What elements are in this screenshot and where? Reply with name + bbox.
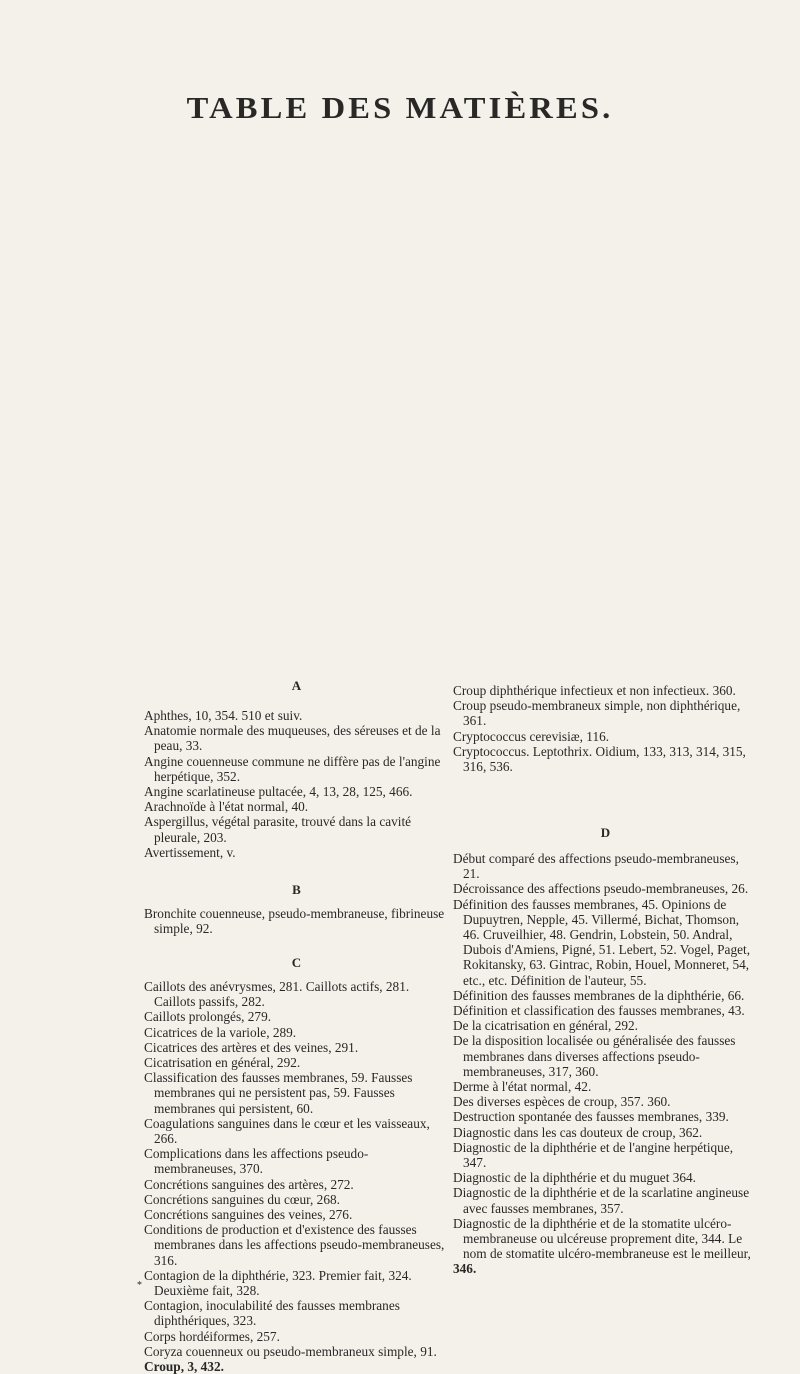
- page-title: TABLE DES MATIÈRES.: [186, 90, 614, 125]
- section-letter-c: C: [291, 955, 302, 970]
- index-entry: Diagnostic dans les cas douteux de croup, 362.: [453, 1124, 703, 1140]
- index-entry: Diagnostic de la diphthérie et de la scarlatine angineuse avec fausses membranes, 357.: [453, 1185, 750, 1216]
- index-entry: Aspergillus, végétal parasite, trouvé dans la cavité pleurale, 203.: [144, 814, 412, 845]
- index-entry: Bronchite couenneuse, pseudo-membraneuse, fibrineuse simple, 92.: [144, 906, 445, 937]
- index-entry: Diagnostic de la diphthérie et du muguet 364.: [453, 1170, 696, 1186]
- index-entry: Cicatrices des artères et des veines, 291.: [144, 1039, 359, 1055]
- index-entry: Aphthes, 10, 354. 510 et suiv.: [144, 708, 303, 723]
- section-letter-a: A: [291, 678, 302, 693]
- index-entry: Angine scarlatineuse pultacée, 4, 13, 28, 125, 466.: [144, 784, 413, 800]
- index-entry: Décroissance des affections pseudo-membraneuses, 26.: [453, 881, 749, 897]
- index-entry: Définition et classification des fausses membranes, 43.: [453, 1003, 745, 1019]
- index-entry: Conditions de production et d'existence des fausses membranes dans les affections pseudo-membraneuses, 316.: [144, 1222, 445, 1268]
- index-entry: Destruction spontanée des fausses membranes, 339.: [453, 1109, 729, 1125]
- index-entry: Angine couenneuse commune ne diffère pas de l'angine herpétique, 352.: [144, 753, 441, 784]
- index-entry: 346.: [453, 1261, 477, 1277]
- index-entry: Concrétions sanguines du cœur, 268.: [144, 1191, 340, 1207]
- index-entry: Définition des fausses membranes, 45. Opinions de Dupuytren, Nepple, 45. Villermé, Bichat, Thomson, 46. Cruveilhier, 48. Gendrin, Lobstein, 50. Andral, Dubois d'Amiens, Pigné, 51. Lebert, 52. Vogel, Paget, Rokitansky, 63. Gintrac, Robin, Houel, Monneret, 54, etc., etc. Définition de l'auteur, 55.: [453, 896, 751, 988]
- index-entry: Concrétions sanguines des artères, 272.: [144, 1176, 354, 1192]
- section-b: [144, 882, 449, 936]
- section-a: [144, 678, 449, 694]
- index-entry: Corps hordéiformes, 257.: [144, 1328, 280, 1344]
- index-entry: Arachnoïde à l'état normal, 40.: [144, 799, 309, 815]
- index-entry: De la disposition localisée ou généralisée des fausses membranes dans diverses affections pseudo-membraneuses, 317, 360.: [453, 1033, 736, 1079]
- section-letter-b: B: [292, 882, 301, 897]
- index-entry: Croup pseudo-membraneux simple, non diphthérique, 361.: [453, 698, 741, 729]
- index-entry: Avertissement, v.: [144, 844, 236, 860]
- index-entry: Cryptococcus cerevisiæ, 116.: [453, 728, 610, 744]
- index-entry: Diagnostic de la diphthérie et de l'angine herpétique, 347.: [453, 1139, 734, 1171]
- index-entry: Croup, 3, 432.: [144, 1359, 224, 1374]
- index-entry: Cryptococcus. Leptothrix. Oidium, 133, 313, 314, 315, 316, 536.: [453, 743, 746, 775]
- index-entry: Caillots prolongés, 279.: [144, 1009, 272, 1025]
- section-c: [144, 955, 449, 1374]
- index-entry: Anatomie normale des muqueuses, des séreuses et de la peau, 33.: [144, 723, 441, 754]
- index-entry: Diagnostic de la diphthérie et de la stomatite ulcéro-membraneuse ou ulcéreuse proprement dite, 344. Le nom de stomatite ulcéro-membraneuse est le meilleur,: [453, 1215, 751, 1262]
- index-entry: Complications dans les affections pseudo-membraneuses, 370.: [144, 1146, 369, 1177]
- index-entry: Caillots des anévrysmes, 281. Caillots actifs, 281. Caillots passifs, 282.: [144, 979, 410, 1010]
- section-c-continued: [453, 683, 758, 774]
- index-entry: Coryza couenneux ou pseudo-membraneux simple, 91.: [144, 1343, 437, 1359]
- index-entry: Début comparé des affections pseudo-membraneuses, 21.: [453, 851, 739, 882]
- margin-mark: *: [137, 1280, 142, 1291]
- index-entry: Définition des fausses membranes de la diphthérie, 66.: [453, 987, 745, 1003]
- index-entry: Des diverses espèces de croup, 357. 360.: [453, 1094, 671, 1110]
- index-entry: Classification des fausses membranes, 59. Fausses membranes qui ne persistent pas, 59. Fausses membranes qui persistent, 60.: [144, 1070, 413, 1116]
- index-entry: Cicatrices de la variole, 289.: [144, 1024, 297, 1040]
- index-entry: Concrétions sanguines des veines, 276.: [144, 1207, 353, 1223]
- section-d: [453, 825, 758, 1277]
- index-entry: Contagion de la diphthérie, 323. Premier fait, 324. Deuxième fait, 328.: [144, 1267, 412, 1299]
- section-a-entries: [144, 708, 449, 860]
- index-entry: Contagion, inoculabilité des fausses membranes diphthériques, 323.: [144, 1298, 400, 1329]
- index-entry: Derme à l'état normal, 42.: [453, 1079, 592, 1095]
- section-letter-d: D: [600, 825, 611, 840]
- index-entry: Croup diphthérique infectieux et non infectieux. 360.: [453, 683, 736, 698]
- index-entry: Coagulations sanguines dans le cœur et les vaisseaux, 266.: [144, 1115, 430, 1147]
- index-entry: Cicatrisation en général, 292.: [144, 1055, 301, 1071]
- index-entry: De la cicatrisation en général, 292.: [453, 1018, 638, 1034]
